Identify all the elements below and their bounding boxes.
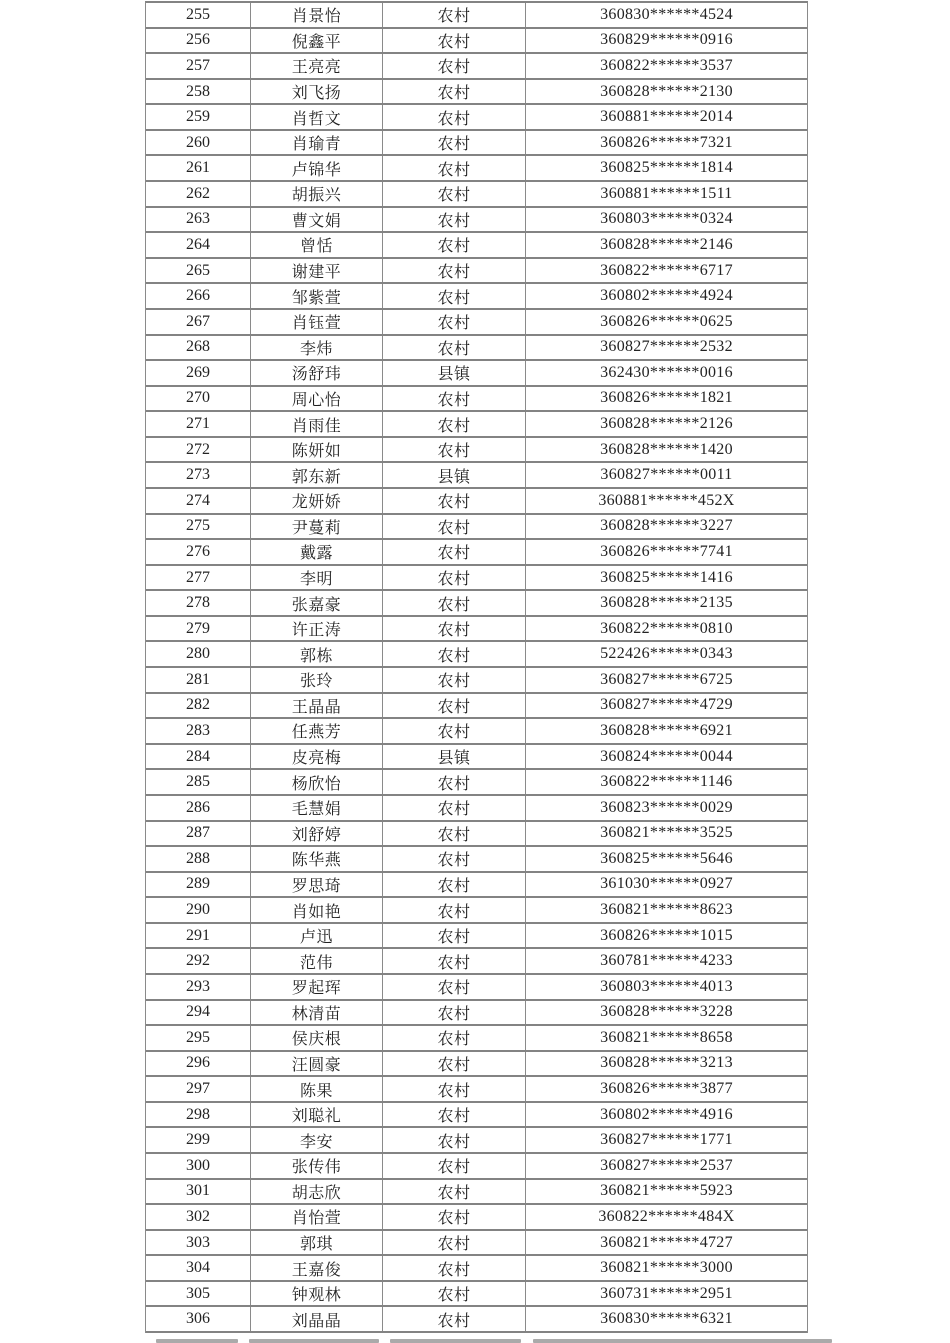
cell-id-number: 360821******3000: [525, 1256, 807, 1280]
cell-serial-number: 264: [186, 235, 210, 253]
table-row: [146, 1231, 807, 1257]
table-row: [146, 412, 807, 438]
cell-residence-type: 农村: [382, 642, 525, 666]
table-row: [146, 284, 807, 310]
cell-serial-number: 298: [186, 1105, 210, 1123]
cell-residence-type: 农村: [382, 1205, 525, 1229]
cell-student-name: 李明: [250, 566, 382, 590]
table-row: [146, 336, 807, 362]
cell-serial-number: 304: [186, 1259, 210, 1277]
cell-student-name: 卢锦华: [250, 156, 382, 180]
cell-serial-number: 291: [186, 926, 210, 944]
cell-student-name: 李安: [250, 1128, 382, 1152]
table-row: [146, 131, 807, 157]
cell-id-number: 360731******2951: [525, 1282, 807, 1306]
cell-residence-type: 农村: [382, 3, 525, 27]
cell-serial-number: 296: [186, 1054, 210, 1072]
table-row: [146, 233, 807, 259]
cell-residence-type: 农村: [382, 1154, 525, 1178]
cell-id-number: 360821******4727: [525, 1231, 807, 1255]
cell-id-number: 360802******4924: [525, 284, 807, 308]
cell-residence-type: 农村: [382, 105, 525, 129]
table-row: [146, 694, 807, 720]
cell-residence-type: 农村: [382, 387, 525, 411]
cell-student-name: 肖钰萱: [250, 310, 382, 334]
cell-residence-type: 农村: [382, 1307, 525, 1331]
cell-id-number: 360827******6725: [525, 668, 807, 692]
table-row: [146, 387, 807, 413]
table-row: [146, 975, 807, 1001]
cell-student-name: 邹紫萱: [250, 284, 382, 308]
cell-id-number: 360821******3525: [525, 822, 807, 846]
cell-id-number: 360821******5923: [525, 1180, 807, 1204]
cell-serial-number: 279: [186, 619, 210, 637]
cell-id-number: 360827******1771: [525, 1128, 807, 1152]
cell-student-name: 毛慧娟: [250, 796, 382, 820]
cell-residence-type: 农村: [382, 1128, 525, 1152]
cell-residence-type: 农村: [382, 54, 525, 78]
cell-student-name: 尹蔓莉: [250, 515, 382, 539]
cell-serial-number: 265: [186, 261, 210, 279]
cell-student-name: 杨欣怡: [250, 770, 382, 794]
cell-residence-type: 农村: [382, 822, 525, 846]
cell-id-number: 360881******452X: [525, 489, 807, 513]
cell-residence-type: 农村: [382, 796, 525, 820]
cell-residence-type: 农村: [382, 873, 525, 897]
cell-student-name: 戴露: [250, 540, 382, 564]
cell-residence-type: 农村: [382, 182, 525, 206]
cell-id-number: 360802******4916: [525, 1103, 807, 1127]
table-row: [146, 1026, 807, 1052]
cell-serial-number: 259: [186, 108, 210, 126]
cell-id-number: 360781******4233: [525, 949, 807, 973]
cell-serial-number: 302: [186, 1207, 210, 1225]
cell-serial-number: 260: [186, 133, 210, 151]
cell-student-name: 肖瑜青: [250, 131, 382, 155]
cell-serial-number: 273: [186, 466, 210, 484]
cell-residence-type: 农村: [382, 1077, 525, 1101]
table-row: [146, 566, 807, 592]
next-row-fragment: [390, 1339, 521, 1343]
cell-student-name: 倪鑫平: [250, 29, 382, 53]
cell-student-name: 肖景怡: [250, 3, 382, 27]
table-row: [146, 208, 807, 234]
cell-student-name: 陈果: [250, 1077, 382, 1101]
cell-student-name: 谢建平: [250, 259, 382, 283]
cell-residence-type: 农村: [382, 489, 525, 513]
cell-student-name: 郭琪: [250, 1231, 382, 1255]
cell-student-name: 罗起珲: [250, 975, 382, 999]
table-row: [146, 1205, 807, 1231]
table-row: [146, 29, 807, 55]
cell-id-number: 360827******2532: [525, 336, 807, 360]
cell-id-number: 360827******0011: [525, 463, 807, 487]
cell-id-number: 360826******1821: [525, 387, 807, 411]
cell-id-number: 360826******1015: [525, 924, 807, 948]
cell-student-name: 林清苗: [250, 1001, 382, 1025]
cell-student-name: 肖雨佳: [250, 412, 382, 436]
next-row-fragment: [249, 1339, 379, 1343]
cell-serial-number: 257: [186, 56, 210, 74]
cell-residence-type: 县镇: [382, 745, 525, 769]
cell-residence-type: 农村: [382, 566, 525, 590]
table-row: [146, 796, 807, 822]
cell-student-name: 肖哲文: [250, 105, 382, 129]
roster-table: [145, 1, 808, 1333]
cell-residence-type: 农村: [382, 208, 525, 232]
table-body: [146, 3, 807, 1333]
cell-residence-type: 农村: [382, 949, 525, 973]
table-row: [146, 1077, 807, 1103]
cell-serial-number: 269: [186, 363, 210, 381]
table-row: [146, 515, 807, 541]
cell-residence-type: 农村: [382, 412, 525, 436]
cell-id-number: 360828******6921: [525, 719, 807, 743]
table-row: [146, 1307, 807, 1333]
table-row: [146, 822, 807, 848]
table-row: [146, 1052, 807, 1078]
cell-serial-number: 299: [186, 1131, 210, 1149]
cell-residence-type: 农村: [382, 591, 525, 615]
table-row: [146, 310, 807, 336]
table-row: [146, 847, 807, 873]
cell-serial-number: 271: [186, 415, 210, 433]
table-row: [146, 1256, 807, 1282]
cell-serial-number: 286: [186, 798, 210, 816]
cell-id-number: 360827******2537: [525, 1154, 807, 1178]
cell-student-name: 张玲: [250, 668, 382, 692]
cell-student-name: 罗思琦: [250, 873, 382, 897]
cell-residence-type: 农村: [382, 668, 525, 692]
cell-student-name: 卢迅: [250, 924, 382, 948]
next-row-fragment: [533, 1339, 832, 1343]
cell-residence-type: 农村: [382, 847, 525, 871]
cell-id-number: 362430******0016: [525, 361, 807, 385]
cell-serial-number: 267: [186, 312, 210, 330]
cell-student-name: 曹文娟: [250, 208, 382, 232]
cell-student-name: 肖怡萱: [250, 1205, 382, 1229]
cell-id-number: 360822******1146: [525, 770, 807, 794]
table-row: [146, 719, 807, 745]
cell-residence-type: 农村: [382, 515, 525, 539]
cell-id-number: 360823******0029: [525, 796, 807, 820]
cell-student-name: 李炜: [250, 336, 382, 360]
cell-student-name: 肖如艳: [250, 898, 382, 922]
cell-residence-type: 农村: [382, 284, 525, 308]
table-row: [146, 642, 807, 668]
table-row: [146, 1001, 807, 1027]
cell-residence-type: 农村: [382, 233, 525, 257]
cell-residence-type: 农村: [382, 310, 525, 334]
cell-student-name: 汪圆豪: [250, 1052, 382, 1076]
cell-id-number: 360828******2135: [525, 591, 807, 615]
cell-id-number: 360830******4524: [525, 3, 807, 27]
cell-residence-type: 农村: [382, 924, 525, 948]
cell-serial-number: 262: [186, 184, 210, 202]
cell-residence-type: 农村: [382, 770, 525, 794]
cell-id-number: 360828******3228: [525, 1001, 807, 1025]
table-row: [146, 668, 807, 694]
cell-serial-number: 278: [186, 594, 210, 612]
cell-id-number: 360803******4013: [525, 975, 807, 999]
cell-residence-type: 农村: [382, 898, 525, 922]
cell-serial-number: 266: [186, 287, 210, 305]
cell-id-number: 360881******2014: [525, 105, 807, 129]
cell-id-number: 360827******4729: [525, 694, 807, 718]
cell-serial-number: 297: [186, 1080, 210, 1098]
cell-student-name: 胡志欣: [250, 1180, 382, 1204]
cell-serial-number: 300: [186, 1156, 210, 1174]
cell-residence-type: 农村: [382, 1282, 525, 1306]
cell-student-name: 许正涛: [250, 617, 382, 641]
table-row: [146, 770, 807, 796]
cell-serial-number: 301: [186, 1182, 210, 1200]
cell-residence-type: 县镇: [382, 463, 525, 487]
table-row: [146, 949, 807, 975]
cell-student-name: 周心怡: [250, 387, 382, 411]
cell-serial-number: 277: [186, 568, 210, 586]
table-row: [146, 3, 807, 29]
table-row: [146, 80, 807, 106]
cell-serial-number: 303: [186, 1233, 210, 1251]
table-row: [146, 156, 807, 182]
cell-student-name: 龙妍娇: [250, 489, 382, 513]
table-row: [146, 898, 807, 924]
cell-serial-number: 295: [186, 1028, 210, 1046]
table-row: [146, 1180, 807, 1206]
cell-serial-number: 292: [186, 952, 210, 970]
table-row: [146, 361, 807, 387]
cell-id-number: 360828******2130: [525, 80, 807, 104]
cell-id-number: 360828******2126: [525, 412, 807, 436]
cell-id-number: 360828******1420: [525, 438, 807, 462]
cell-id-number: 360826******3877: [525, 1077, 807, 1101]
cell-id-number: 360826******0625: [525, 310, 807, 334]
cell-student-name: 王嘉俊: [250, 1256, 382, 1280]
cell-serial-number: 270: [186, 389, 210, 407]
cell-serial-number: 275: [186, 517, 210, 535]
cell-student-name: 钟观林: [250, 1282, 382, 1306]
table-row: [146, 873, 807, 899]
cell-student-name: 刘聪礼: [250, 1103, 382, 1127]
cell-student-name: 曾恬: [250, 233, 382, 257]
cell-id-number: 360828******3213: [525, 1052, 807, 1076]
cell-serial-number: 274: [186, 491, 210, 509]
table-row: [146, 438, 807, 464]
table-row: [146, 540, 807, 566]
cell-id-number: 360825******1416: [525, 566, 807, 590]
cell-serial-number: 263: [186, 210, 210, 228]
cell-id-number: 360825******5646: [525, 847, 807, 871]
cell-id-number: 360822******484X: [525, 1205, 807, 1229]
cell-id-number: 360822******0810: [525, 617, 807, 641]
table-row: [146, 1128, 807, 1154]
cell-serial-number: 255: [186, 5, 210, 23]
cell-residence-type: 农村: [382, 259, 525, 283]
table-row: [146, 1154, 807, 1180]
cell-serial-number: 281: [186, 670, 210, 688]
cell-serial-number: 256: [186, 31, 210, 49]
cell-id-number: 360828******3227: [525, 515, 807, 539]
cell-serial-number: 306: [186, 1310, 210, 1328]
table-row: [146, 463, 807, 489]
cell-residence-type: 县镇: [382, 361, 525, 385]
cell-id-number: 360829******0916: [525, 29, 807, 53]
cell-id-number: 360824******0044: [525, 745, 807, 769]
cell-student-name: 刘舒婷: [250, 822, 382, 846]
cell-serial-number: 282: [186, 696, 210, 714]
cell-student-name: 王亮亮: [250, 54, 382, 78]
cell-serial-number: 258: [186, 82, 210, 100]
cell-residence-type: 农村: [382, 1026, 525, 1050]
cell-residence-type: 农村: [382, 131, 525, 155]
table-row: [146, 489, 807, 515]
cell-serial-number: 272: [186, 440, 210, 458]
cell-student-name: 王晶晶: [250, 694, 382, 718]
cell-serial-number: 293: [186, 977, 210, 995]
cell-residence-type: 农村: [382, 1103, 525, 1127]
cell-serial-number: 290: [186, 901, 210, 919]
table-row: [146, 105, 807, 131]
cell-student-name: 张嘉豪: [250, 591, 382, 615]
table-row: [146, 54, 807, 80]
cell-id-number: 360828******2146: [525, 233, 807, 257]
cell-residence-type: 农村: [382, 1001, 525, 1025]
cell-residence-type: 农村: [382, 617, 525, 641]
cell-id-number: 360822******3537: [525, 54, 807, 78]
cell-student-name: 陈妍如: [250, 438, 382, 462]
table-row: [146, 745, 807, 771]
cell-id-number: 360822******6717: [525, 259, 807, 283]
cell-student-name: 郭栋: [250, 642, 382, 666]
cell-id-number: 360825******1814: [525, 156, 807, 180]
cell-id-number: 361030******0927: [525, 873, 807, 897]
cell-serial-number: 284: [186, 747, 210, 765]
cell-student-name: 胡振兴: [250, 182, 382, 206]
cell-serial-number: 288: [186, 849, 210, 867]
cell-student-name: 刘晶晶: [250, 1307, 382, 1331]
cell-student-name: 陈华燕: [250, 847, 382, 871]
cell-student-name: 侯庆根: [250, 1026, 382, 1050]
cell-residence-type: 农村: [382, 80, 525, 104]
cell-student-name: 刘飞扬: [250, 80, 382, 104]
table-row: [146, 617, 807, 643]
cell-id-number: 360830******6321: [525, 1307, 807, 1331]
cell-residence-type: 农村: [382, 1052, 525, 1076]
cell-student-name: 张传伟: [250, 1154, 382, 1178]
cell-serial-number: 305: [186, 1284, 210, 1302]
cell-serial-number: 287: [186, 824, 210, 842]
cell-residence-type: 农村: [382, 975, 525, 999]
cell-residence-type: 农村: [382, 1180, 525, 1204]
table-row: [146, 591, 807, 617]
cell-serial-number: 276: [186, 542, 210, 560]
cell-id-number: 360803******0324: [525, 208, 807, 232]
cell-residence-type: 农村: [382, 540, 525, 564]
cell-residence-type: 农村: [382, 1256, 525, 1280]
cell-student-name: 皮亮梅: [250, 745, 382, 769]
cell-student-name: 汤舒玮: [250, 361, 382, 385]
cell-residence-type: 农村: [382, 438, 525, 462]
cell-serial-number: 283: [186, 721, 210, 739]
cell-residence-type: 农村: [382, 694, 525, 718]
table-row: [146, 1282, 807, 1308]
cell-id-number: 360821******8658: [525, 1026, 807, 1050]
table-row: [146, 1103, 807, 1129]
cell-id-number: 360826******7321: [525, 131, 807, 155]
cell-residence-type: 农村: [382, 336, 525, 360]
cell-residence-type: 农村: [382, 29, 525, 53]
table-row: [146, 924, 807, 950]
cell-id-number: 360826******7741: [525, 540, 807, 564]
cell-residence-type: 农村: [382, 1231, 525, 1255]
cell-serial-number: 289: [186, 875, 210, 893]
cell-student-name: 范伟: [250, 949, 382, 973]
cell-serial-number: 294: [186, 1003, 210, 1021]
cell-serial-number: 261: [186, 159, 210, 177]
next-row-fragment: [156, 1339, 238, 1343]
cell-id-number: 522426******0343: [525, 642, 807, 666]
table-row: [146, 182, 807, 208]
cell-residence-type: 农村: [382, 719, 525, 743]
cell-student-name: 郭东新: [250, 463, 382, 487]
cell-id-number: 360881******1511: [525, 182, 807, 206]
cell-residence-type: 农村: [382, 156, 525, 180]
cell-serial-number: 268: [186, 338, 210, 356]
cell-id-number: 360821******8623: [525, 898, 807, 922]
cell-serial-number: 280: [186, 645, 210, 663]
cell-student-name: 任燕芳: [250, 719, 382, 743]
cell-serial-number: 285: [186, 773, 210, 791]
table-row: [146, 259, 807, 285]
